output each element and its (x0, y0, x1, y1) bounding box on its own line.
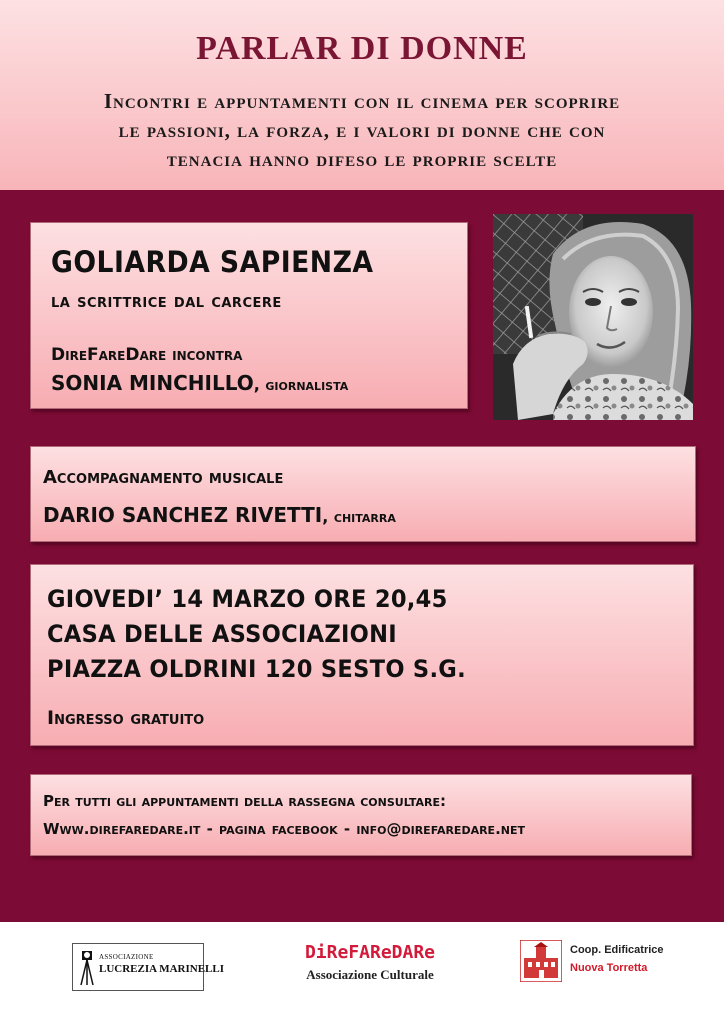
speaker-role: , giornalista (253, 375, 349, 394)
info-line: Per tutti gli appuntamenti della rassegna consultare: (43, 792, 447, 810)
nuova-torretta-line1: Coop. Edificatrice (570, 944, 664, 956)
music-box (30, 446, 696, 542)
music-label: Accompagnamento musicale (43, 467, 284, 488)
header-banner (0, 0, 724, 190)
speaker-name: SONIA MINCHILLO (51, 371, 254, 395)
logo-assoc-name: LUCREZIA MARINELLI (99, 963, 224, 975)
performer-name: DARIO SANCHEZ RIVETTI (43, 503, 323, 527)
event-address: PIAZZA OLDRINI 120 SESTO S.G. (47, 655, 466, 683)
lucrezia-marinelli-logo (72, 943, 224, 991)
info-box (30, 774, 692, 856)
event-box (30, 564, 694, 746)
nuova-torretta-logo-icon (520, 940, 562, 982)
portrait-photo (493, 214, 693, 420)
film-camera-icon (79, 949, 95, 987)
subtitle-line: tenacia hanno difeso le proprie scelte (166, 147, 558, 171)
page-subtitle (20, 87, 704, 174)
direfaredare-wordmark: DiReFAReDARe (304, 942, 436, 963)
logo-assoc-label: ASSOCIAZIONE (99, 953, 154, 961)
direfaredare-logo (290, 942, 450, 990)
guest-box (30, 222, 468, 409)
subtitle-line: le passioni, la forza, e i valori di donne che con (118, 118, 606, 142)
guest-name: GOLIARDA SAPIENZA (51, 245, 374, 279)
subtitle-line: Incontri e appuntamenti con il cinema per scoprire (103, 89, 621, 113)
portrait-illustration (493, 214, 693, 420)
event-venue: CASA DELLE ASSOCIAZIONI (47, 620, 397, 648)
performer-line (43, 503, 396, 527)
admission-label: Ingresso gratuito (47, 707, 205, 729)
guest-subtitle: la scrittrice dal carcere (51, 291, 282, 312)
event-date-time: GIOVEDI’ 14 MARZO ORE 20,45 (47, 585, 448, 613)
speaker-line (51, 371, 348, 395)
performer-instrument: , chitarra (322, 507, 396, 526)
nuova-torretta-line2: Nuova Torretta (570, 962, 648, 974)
page-title: PARLAR DI DONNE (196, 30, 528, 67)
direfaredare-subtitle: Associazione Culturale (306, 967, 434, 982)
meets-label: DireFareDare incontra (51, 345, 243, 365)
contact-links: Www.direfaredare.it - pagina facebook - info@direfaredare.net (43, 820, 525, 838)
